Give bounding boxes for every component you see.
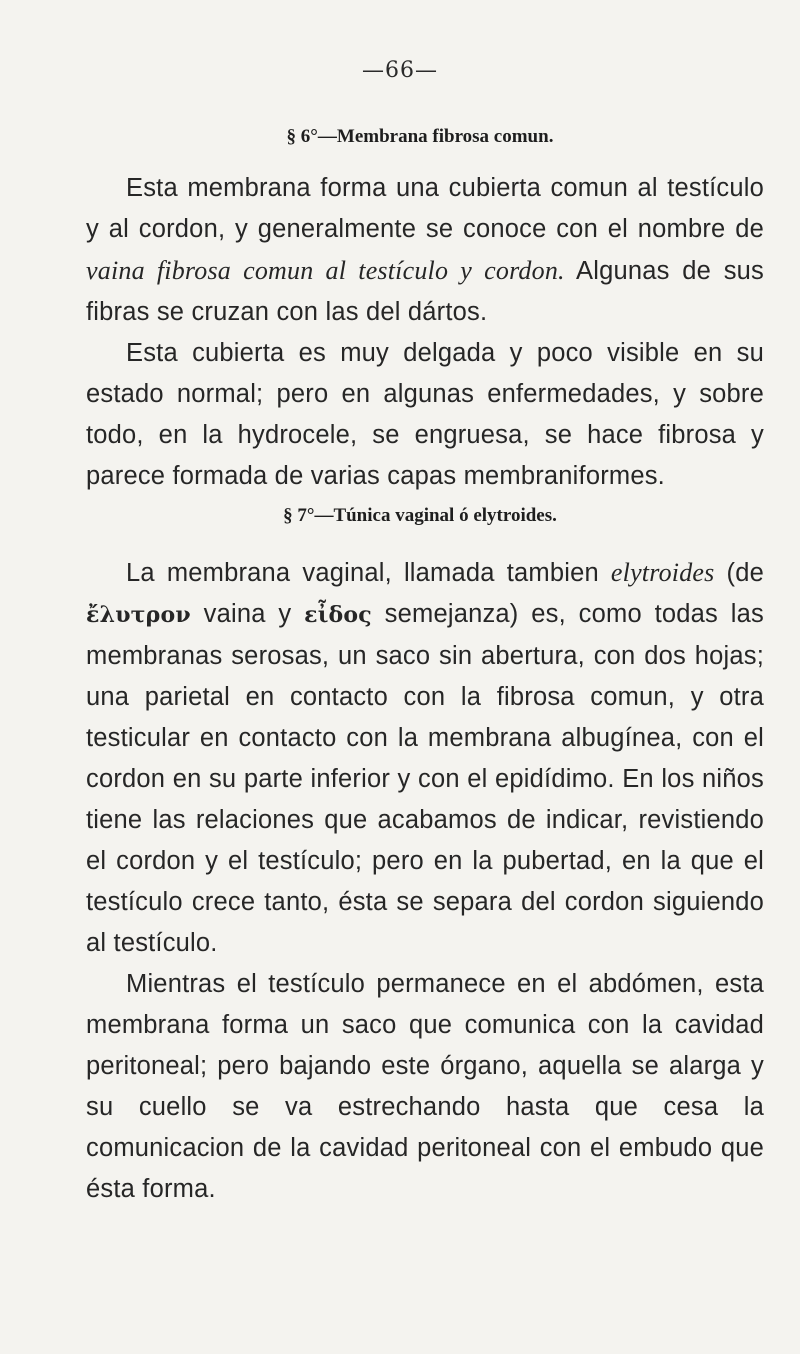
page-number: —66— xyxy=(362,58,438,83)
paragraph-text: La membrana vaginal, llamada tambien xyxy=(126,559,611,587)
paragraph xyxy=(86,168,764,333)
paragraph-text: Algunas de sus fibras se cruzan con las del dártos. xyxy=(86,257,764,326)
section-heading-membrana-fibrosa: § 6°—Membrana fibrosa comun. xyxy=(286,126,554,147)
greek-word: ἔλυτρον xyxy=(86,602,191,628)
paragraph-text: Esta membrana forma una cubierta comun al testículo y al cordon, y generalmente se conoce con el nombre de xyxy=(86,174,764,243)
paragraph: Esta cubierta es muy delgada y poco visible en su estado normal; pero en algunas enfermedades, y sobre todo, en la hydrocele, se engruesa, se hace fibrosa y parece formada de varias capas membraniformes. xyxy=(86,339,764,490)
paragraph xyxy=(86,552,764,964)
paragraph-text: (de xyxy=(714,559,764,587)
paragraph-text: vaina y xyxy=(190,600,305,628)
section-body-membrana-fibrosa xyxy=(86,168,764,497)
italic-term: elytroides xyxy=(610,558,715,587)
italic-term: vaina fibrosa comun al testículo y cordon. xyxy=(86,256,565,285)
section-heading-tunica-vaginal: § 7°—Túnica vaginal ó elytroides. xyxy=(283,505,557,526)
section-body-tunica-vaginal xyxy=(86,552,764,1210)
paragraph-text: semejanza) es, como todas las membranas serosas, un saco sin abertura, con dos hojas; una parietal en contacto con la fibrosa comun, y otra testicular en contacto con la membrana albugínea, con el cordon en su parte inferior y con el epidídimo. En los niños tiene las relaciones que acabamos de indicar, revistiendo el cordon y el testículo; pero en la pubertad, en la que el testículo crece tanto, ésta se separa del cordon siguiendo al testículo. xyxy=(86,600,764,957)
paragraph: Mientras el testículo permanece en el abdómen, esta membrana forma un saco que comunica con la cavidad peritoneal; pero bajando este órgano, aquella se alarga y su cuello se va estrechando hasta que cesa la comunicacion de la cavidad peritoneal con el embudo que ésta forma. xyxy=(86,970,764,1203)
greek-word: εἶδος xyxy=(304,602,372,628)
